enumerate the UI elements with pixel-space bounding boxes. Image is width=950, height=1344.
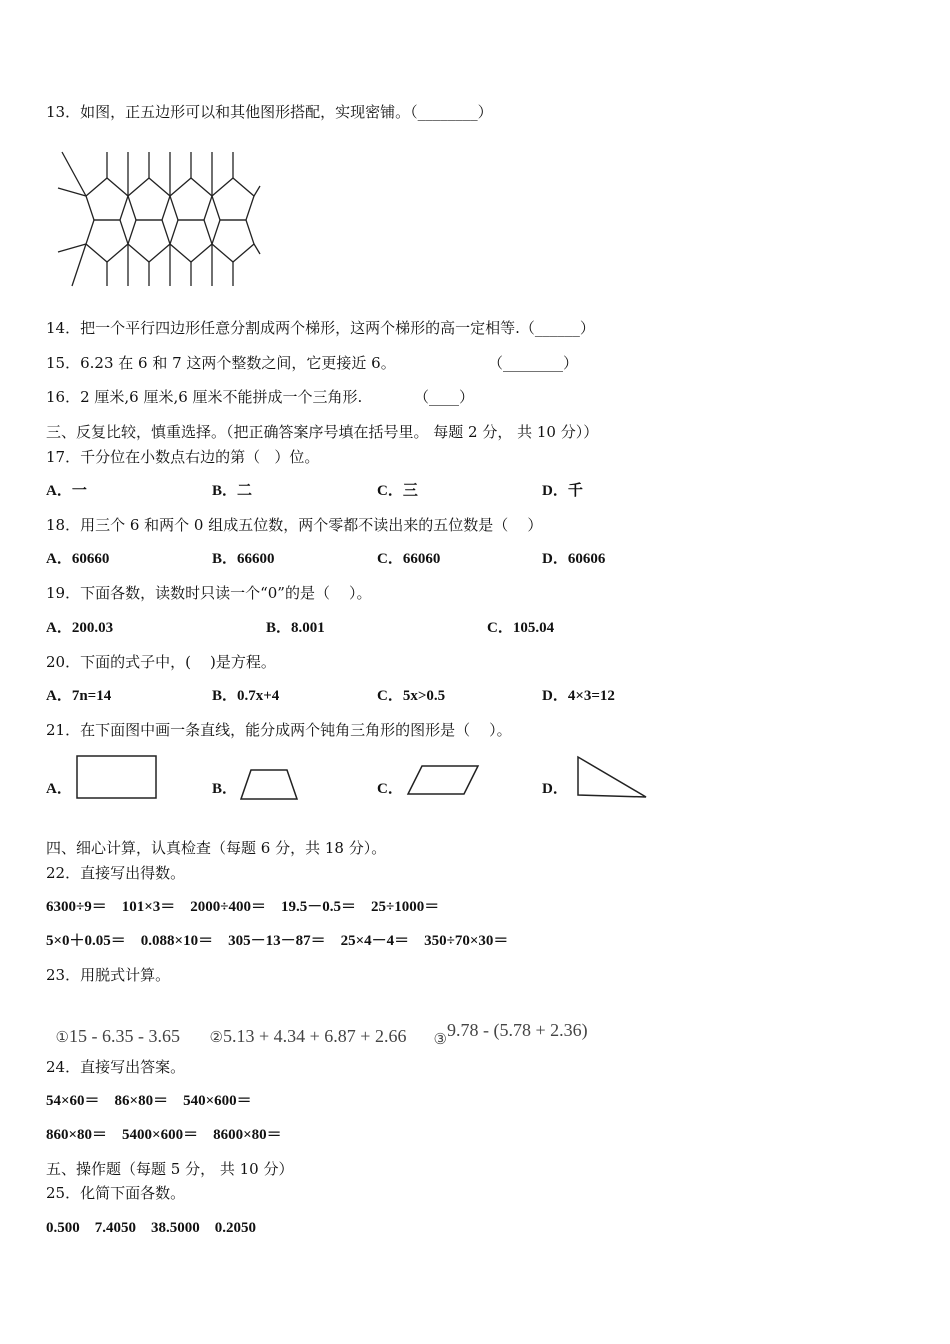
q17-option-a[interactable]: A．一	[46, 483, 87, 499]
q19-option-a[interactable]: A．200.03	[46, 620, 114, 636]
q23-item-3	[424, 1000, 588, 1048]
question-20: 20．下面的式子中，( )是方程。	[46, 653, 276, 671]
question-13: 13．如图，正五边形可以和其他图形搭配，实现密铺。（________）	[46, 103, 493, 121]
q23-expression-3: 9.78 - (5.78 + 2.36)	[447, 1020, 588, 1040]
question-22: 22．直接写出得数。	[46, 864, 186, 882]
question-23: 23．用脱式计算。	[46, 966, 171, 984]
answer-blank-15[interactable]: （________）	[488, 354, 579, 372]
question-24: 24．直接写出答案。	[46, 1058, 186, 1076]
q17-option-c[interactable]: C．三	[377, 483, 418, 499]
right-triangle-shape	[574, 753, 650, 801]
circled-number-3: ③	[433, 1030, 447, 1048]
question-25: 25．化简下面各数。	[46, 1184, 186, 1202]
question-16: 16．2 厘米,6 厘米,6 厘米不能拼成一个三角形.	[46, 388, 363, 406]
q19-option-b[interactable]: B．8.001	[266, 620, 325, 636]
q21-option-a[interactable]: A．	[46, 781, 72, 797]
q23-expression-2: 5.13 + 4.34 + 6.87 + 2.66	[223, 1026, 407, 1046]
question-19: 19．下面各数，读数时只读一个“0”的是（ ）。	[46, 584, 372, 602]
q17-option-d[interactable]: D．千	[542, 483, 583, 499]
q24-row-2: 860×80＝ 5400×600＝ 8600×80＝	[46, 1127, 282, 1143]
parallelogram-shape	[404, 762, 480, 798]
q21-option-b[interactable]: B．	[212, 781, 238, 797]
question-15: 15．6.23 在 6 和 7 这两个整数之间，它更接近 6。	[46, 354, 396, 372]
question-18: 18．用三个 6 和两个 0 组成五位数，两个零都不读出来的五位数是（ ）	[46, 516, 543, 534]
q22-row-1: 6300÷9＝ 101×3＝ 2000÷400＝ 19.5－0.5＝ 25÷1000＝	[46, 899, 440, 915]
q21-option-d[interactable]: D．	[542, 781, 568, 797]
section-4-title: 四、细心计算，认真检查（每题 6 分，共 18 分）。	[46, 839, 387, 857]
q23-item-1	[46, 1006, 180, 1047]
q18-option-a[interactable]: A．60660	[46, 551, 110, 567]
q20-option-a[interactable]: A．7n=14	[46, 688, 112, 704]
q21-option-c[interactable]: C．	[377, 781, 403, 797]
q18-option-d[interactable]: D．60606	[542, 551, 606, 567]
q20-option-c[interactable]: C．5x>0.5	[377, 688, 446, 704]
q18-option-b[interactable]: B．66600	[212, 551, 275, 567]
trapezoid-shape	[237, 766, 301, 802]
question-14: 14．把一个平行四边形任意分割成两个梯形，这两个梯形的高一定相等.（______）	[46, 319, 595, 337]
q20-option-b[interactable]: B．0.7x+4	[212, 688, 280, 704]
q23-expression-1: 15 - 6.35 - 3.65	[69, 1026, 180, 1046]
section-5-title: 五、操作题（每题 5 分， 共 10 分）	[46, 1160, 294, 1178]
section-3-title: 三、反复比较，慎重选择。（把正确答案序号填在括号里。 每题 2 分， 共 10 分））	[46, 423, 599, 441]
circled-number-1: ①	[55, 1028, 69, 1046]
q17-option-b[interactable]: B．二	[212, 483, 253, 499]
question-17: 17．千分位在小数点右边的第（ ）位。	[46, 448, 320, 466]
q24-row-1: 54×60＝ 86×80＝ 540×600＝	[46, 1093, 252, 1109]
q20-option-d[interactable]: D．4×3=12	[542, 688, 615, 704]
q25-row-1: 0.500 7.4050 38.5000 0.2050	[46, 1220, 256, 1236]
question-21: 21．在下面图中画一条直线，能分成两个钝角三角形的图形是（ ）。	[46, 721, 512, 739]
q18-option-c[interactable]: C．66060	[377, 551, 441, 567]
pentagon-tiling-figure	[52, 146, 262, 288]
answer-blank-16[interactable]: （____）	[414, 388, 475, 406]
q22-row-2: 5×0＋0.05＝ 0.088×10＝ 305－13－87＝ 25×4－4＝ 350÷70×30＝	[46, 933, 509, 949]
rectangle-shape	[74, 753, 160, 801]
q19-option-c[interactable]: C．105.04	[487, 620, 555, 636]
circled-number-2: ②	[209, 1028, 223, 1046]
q23-item-2	[200, 1006, 406, 1047]
